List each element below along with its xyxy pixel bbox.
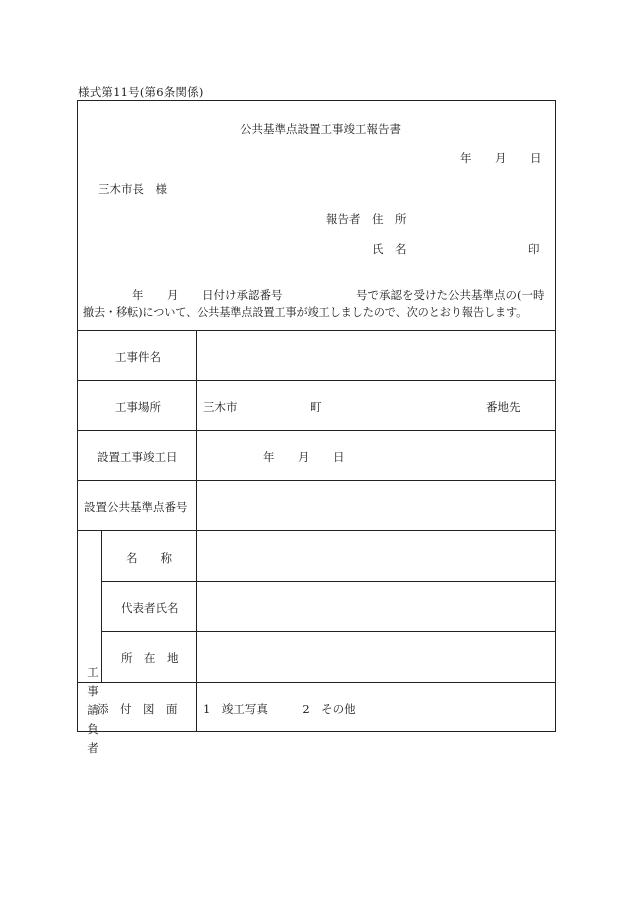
place-city: 三木市 — [203, 400, 238, 414]
column-divider — [101, 530, 102, 682]
label-attachments: 添 付 図 面 — [97, 702, 178, 716]
row-divider — [78, 380, 555, 381]
reporter-name-label: 氏 名 — [372, 242, 407, 256]
attachments-value: 1 竣工写真 2 その他 — [203, 702, 356, 716]
body-approval-date: 日付け承認番号 — [202, 288, 283, 302]
completion-year: 年 — [263, 450, 275, 464]
form-number: 様式第11号(第6条関係) — [78, 85, 204, 99]
column-divider — [196, 330, 197, 732]
place-town: 町 — [310, 400, 322, 414]
completion-month: 月 — [298, 450, 310, 464]
body-text-line2: 撤去・移転)について、公共基準点設置工事が竣工しましたので、次のとおり報告します。 — [83, 306, 528, 319]
label-work-name: 工事件名 — [115, 350, 161, 364]
row-divider — [78, 530, 555, 531]
place-lot: 番地先 — [486, 400, 521, 414]
seal-mark: 印 — [528, 242, 540, 256]
reporter-address-label: 住 所 — [372, 212, 407, 226]
form-title: 公共基準点設置工事竣工報告書 — [240, 122, 401, 136]
reporter-label: 報告者 — [326, 212, 361, 226]
row-divider — [78, 330, 555, 331]
date-month: 月 — [495, 151, 507, 165]
row-divider — [102, 581, 555, 582]
body-year: 年 — [132, 288, 144, 302]
body-month: 月 — [167, 288, 179, 302]
row-divider — [78, 430, 555, 431]
label-contractor-group: 工 事 請 負 者 — [87, 665, 99, 755]
label-point-number: 設置公共基準点番号 — [84, 500, 188, 514]
row-divider — [78, 682, 555, 683]
label-representative: 代表者氏名 — [121, 601, 179, 615]
row-divider — [102, 631, 555, 632]
label-contractor-name: 名 称 — [126, 551, 172, 565]
label-location: 所 在 地 — [121, 651, 179, 665]
report-form — [77, 100, 556, 755]
date-year: 年 — [460, 151, 472, 165]
row-divider — [78, 480, 555, 481]
completion-day: 日 — [333, 450, 345, 464]
label-work-place: 工事場所 — [115, 400, 161, 414]
date-day: 日 — [530, 151, 542, 165]
addressee: 三木市長 様 — [98, 182, 167, 196]
label-completion-date: 設置工事竣工日 — [97, 450, 178, 464]
body-approval-number: 号で承認を受けた公共基準点の(一時 — [356, 288, 545, 302]
